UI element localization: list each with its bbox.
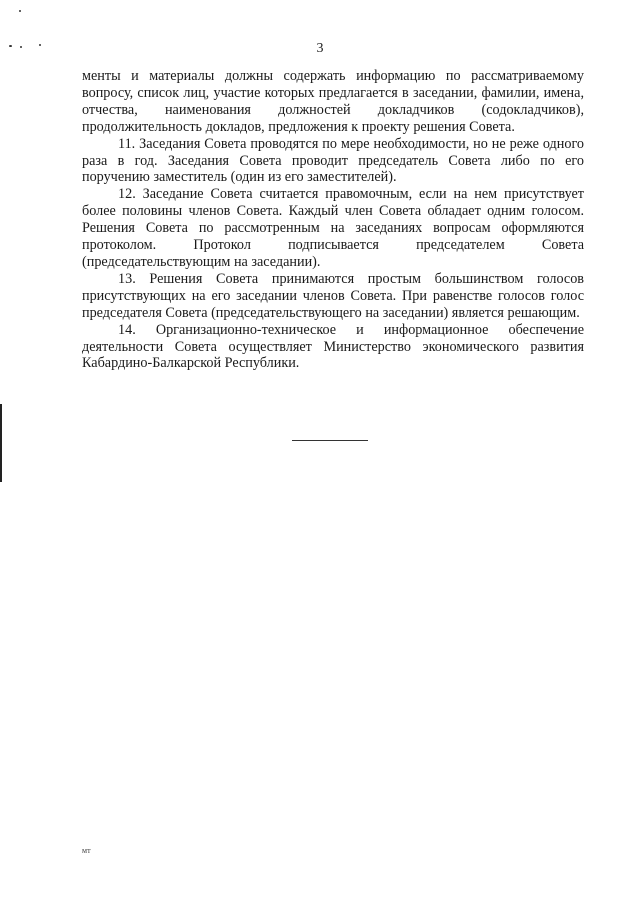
document-body: [82, 68, 584, 372]
footer-initials: мт: [82, 846, 91, 855]
paragraph-item-11: 11. Заседания Совета проводятся по мере необходимости, но не реже одного раза в год. Заседания Совета проводит председатель Совета либо по его поручению заместитель (один из его заместителей).: [82, 135, 584, 186]
paragraph-item-12: 12. Заседание Совета считается правомочным, если на нем присутствует более половины членов Совета. Каждый член Совета обладает одним голосом. Решения Совета по рассмотренным на заседаниях вопросам оформляются протоколом. Протокол подписывается председателем Совета (председательствующим на заседании).: [82, 186, 584, 270]
paragraph-continuation: менты и материалы должны содержать информацию по рассматриваемому вопросу, список лиц, участие которых предлагается в заседании, фамилии, имена, отчества, наименования должностей докладчиков (содокладчиков), продолжительность докладов, предложения к проекту решения Совета.: [82, 68, 584, 135]
page-number: 3: [316, 41, 324, 56]
paragraph-item-14: 14. Организационно-техническое и информационное обеспечение деятельности Совета осуществляет Министерство экономического развития Кабардино-Балкарской Республики.: [82, 321, 584, 372]
closing-separator-line: [292, 440, 368, 441]
paragraph-item-13: 13. Решения Совета принимаются простым большинством голосов присутствующих на его заседании членов Совета. При равенстве голосов голос председателя Совета (председательствующего на заседании) является решающим.: [82, 270, 584, 321]
scan-margin-mark: [0, 404, 2, 482]
scan-speck: [19, 10, 21, 12]
